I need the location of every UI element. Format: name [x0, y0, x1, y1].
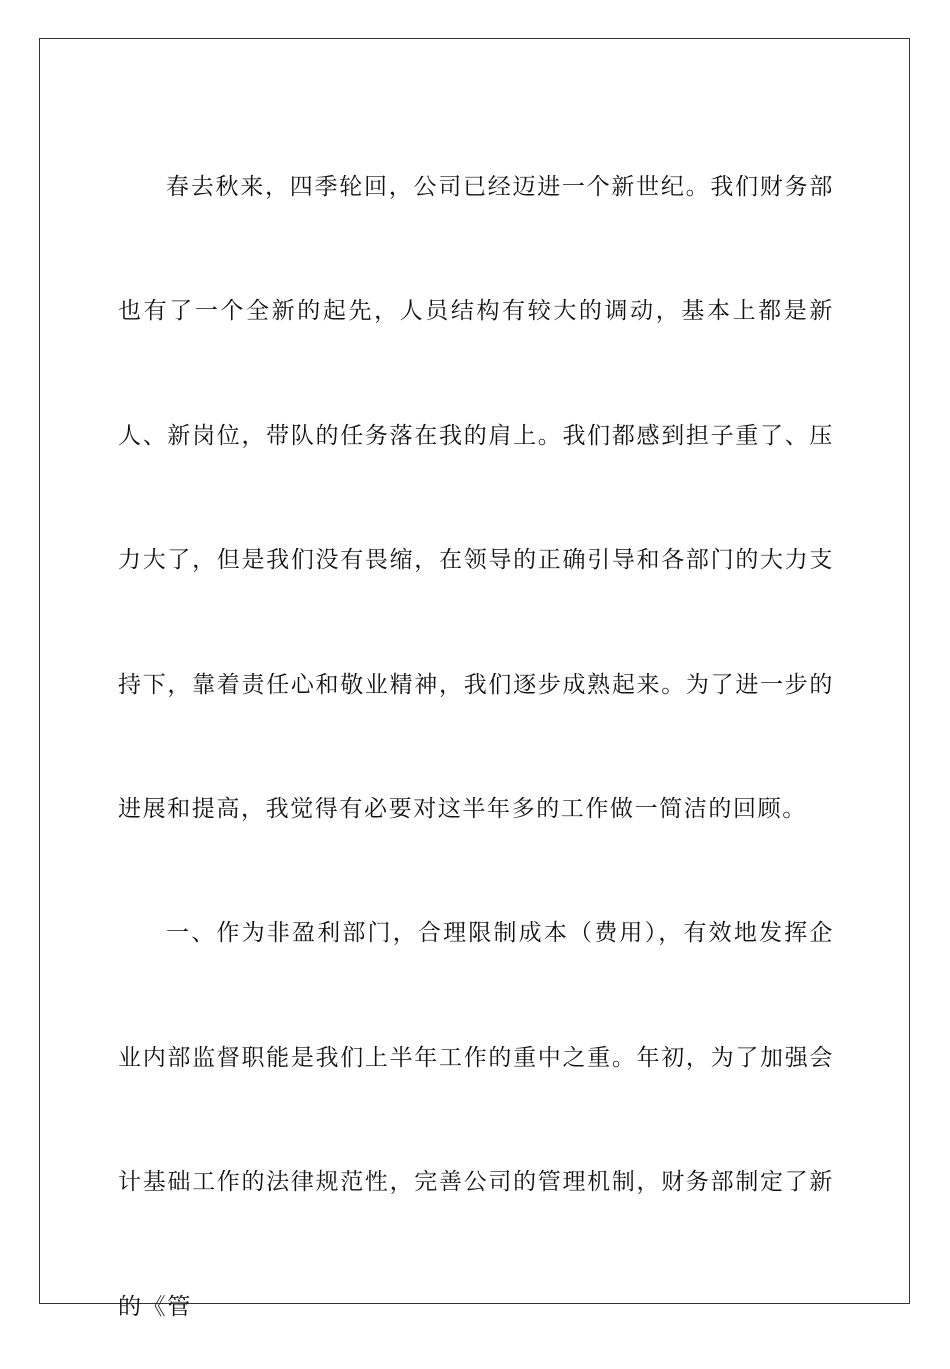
paragraph-intro: 春去秋来，四季轮回，公司已经迈进一个新世纪。我们财务部也有了一个全新的起先，人员结构有较大的调动，基本上都是新人、新岗位，带队的任务落在我的肩上。我们都感到担子重了、压力大了，但是我们没有畏缩，在领导的正确引导和各部门的大力支持下，靠着责任心和敬业精神，我们逐步成熟起来。为了进一步的进展和提高，我觉得有必要对这半年多的工作做一简洁的回顾。	[118, 174, 834, 823]
document-body	[118, 125, 834, 1369]
paragraph-section-one: 一、作为非盈利部门，合理限制成本（费用），有效地发挥企业内部监督职能是我们上半年工作的重中之重。年初，为了加强会计基础工作的法律规范性，完善公司的管理机制，财务部制定了新的《管	[118, 920, 834, 1320]
